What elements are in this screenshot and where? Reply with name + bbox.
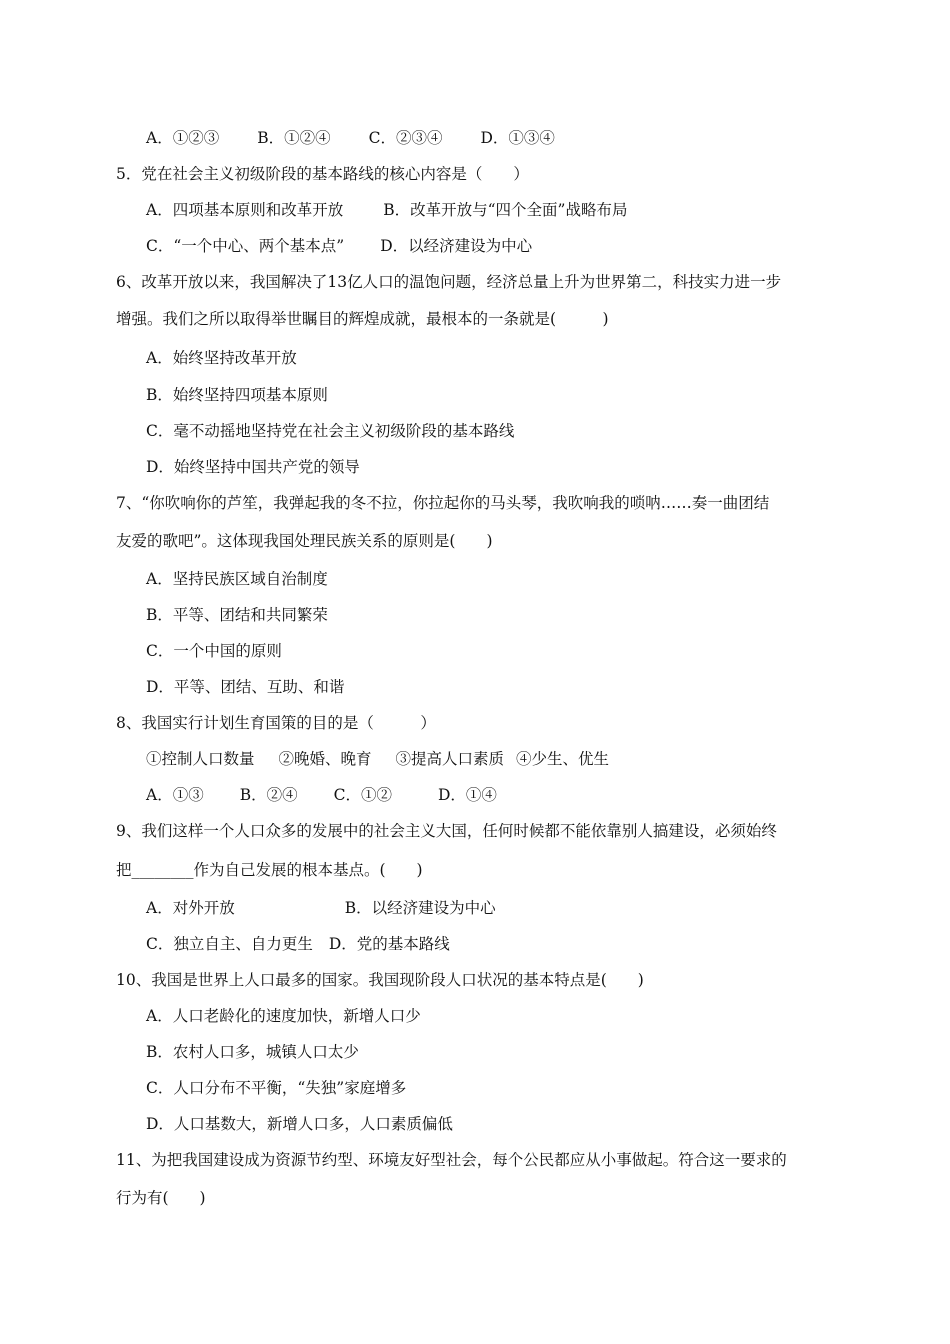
q6-option-a: A．始终坚持改革开放: [146, 349, 297, 367]
q7-option-d: D．平等、团结、互助、和谐: [146, 678, 345, 696]
q10-option-a: A．人口老龄化的速度加快，新增人口少: [146, 1007, 421, 1025]
question-7-line-2: 友爱的歌吧”。这体现我国处理民族关系的原则是( ): [116, 532, 493, 550]
q7-option-a: A．坚持民族区域自治制度: [146, 570, 328, 588]
q6-option-b: B．始终坚持四项基本原则: [146, 386, 328, 404]
question-5: 5．党在社会主义初级阶段的基本路线的核心内容是（ ）: [116, 165, 529, 183]
option-d: D．党的基本路线: [328, 935, 450, 953]
q8-statements: [146, 748, 609, 770]
option-a: A．①②③: [146, 129, 220, 147]
option-b: B．①②④: [257, 129, 331, 147]
question-7-line-1: 7、“你吹响你的芦笙，我弹起我的冬不拉，你拉起你的马头琴，我吹响我的唢呐……奏一曲团结: [116, 494, 770, 512]
option-b: B．以经济建设为中心: [344, 899, 496, 917]
question-9-line-1: 9、我们这样一个人口众多的发展中的社会主义大国，任何时候都不能依靠别人搞建设，必须始终: [116, 822, 777, 840]
q8-options: [146, 784, 497, 806]
q6-option-d: D．始终坚持中国共产党的领导: [146, 458, 360, 476]
question-6-line-2: 增强。我们之所以取得举世瞩目的辉煌成就，最根本的一条就是( ): [116, 310, 609, 328]
q10-option-d: D．人口基数大，新增人口多，人口素质偏低: [146, 1115, 453, 1133]
q10-option-b: B．农村人口多，城镇人口太少: [146, 1043, 359, 1061]
q4-options: [146, 127, 555, 149]
option-c: C．独立自主、自力更生: [146, 935, 313, 953]
q5-options-ab: [146, 199, 627, 221]
option-a: A．对外开放: [146, 899, 235, 917]
statement-1: ①控制人口数量: [146, 750, 255, 768]
option-d: D．①④: [437, 786, 497, 804]
question-10: 10、我国是世界上人口最多的国家。我国现阶段人口状况的基本特点是( ): [116, 971, 644, 989]
q7-option-b: B．平等、团结和共同繁荣: [146, 606, 328, 624]
q5-options-cd: [146, 235, 532, 257]
question-8: 8、我国实行计划生育国策的目的是（ ）: [116, 714, 436, 732]
option-c: C．“一个中心、两个基本点”: [146, 237, 345, 255]
question-6-line-1: 6、改革开放以来，我国解决了13亿人口的温饱问题，经济总量上升为世界第二，科技实力进一步: [116, 273, 782, 291]
option-b: B．改革开放与“四个全面”战略布局: [383, 201, 628, 219]
question-9-line-2: 把________作为自己发展的根本基点。( ): [116, 861, 423, 879]
q6-option-c: C．毫不动摇地坚持党在社会主义初级阶段的基本路线: [146, 422, 515, 440]
question-11-line-1: 11、为把我国建设成为资源节约型、环境友好型社会，每个公民都应从小事做起。符合这一要求的: [116, 1151, 787, 1169]
option-d: D．①③④: [480, 129, 555, 147]
statement-4: ④少生、优生: [516, 750, 610, 768]
option-c: C．①②: [333, 786, 392, 804]
q10-option-c: C．人口分布不平衡，“失独”家庭增多: [146, 1079, 407, 1097]
option-a: A．①③: [146, 786, 204, 804]
option-c: C．②③④: [368, 129, 443, 147]
statement-3: ③提高人口素质: [395, 750, 505, 768]
q9-options-ab: [146, 897, 496, 919]
option-d: D．以经济建设为中心: [380, 237, 533, 255]
statement-2: ②晚婚、晚育: [278, 750, 372, 768]
option-b: B．②④: [239, 786, 298, 804]
question-11-line-2: 行为有( ): [116, 1189, 206, 1207]
option-a: A．四项基本原则和改革开放: [146, 201, 344, 219]
q9-options-cd: [146, 933, 450, 955]
q7-option-c: C．一个中国的原则: [146, 642, 282, 660]
